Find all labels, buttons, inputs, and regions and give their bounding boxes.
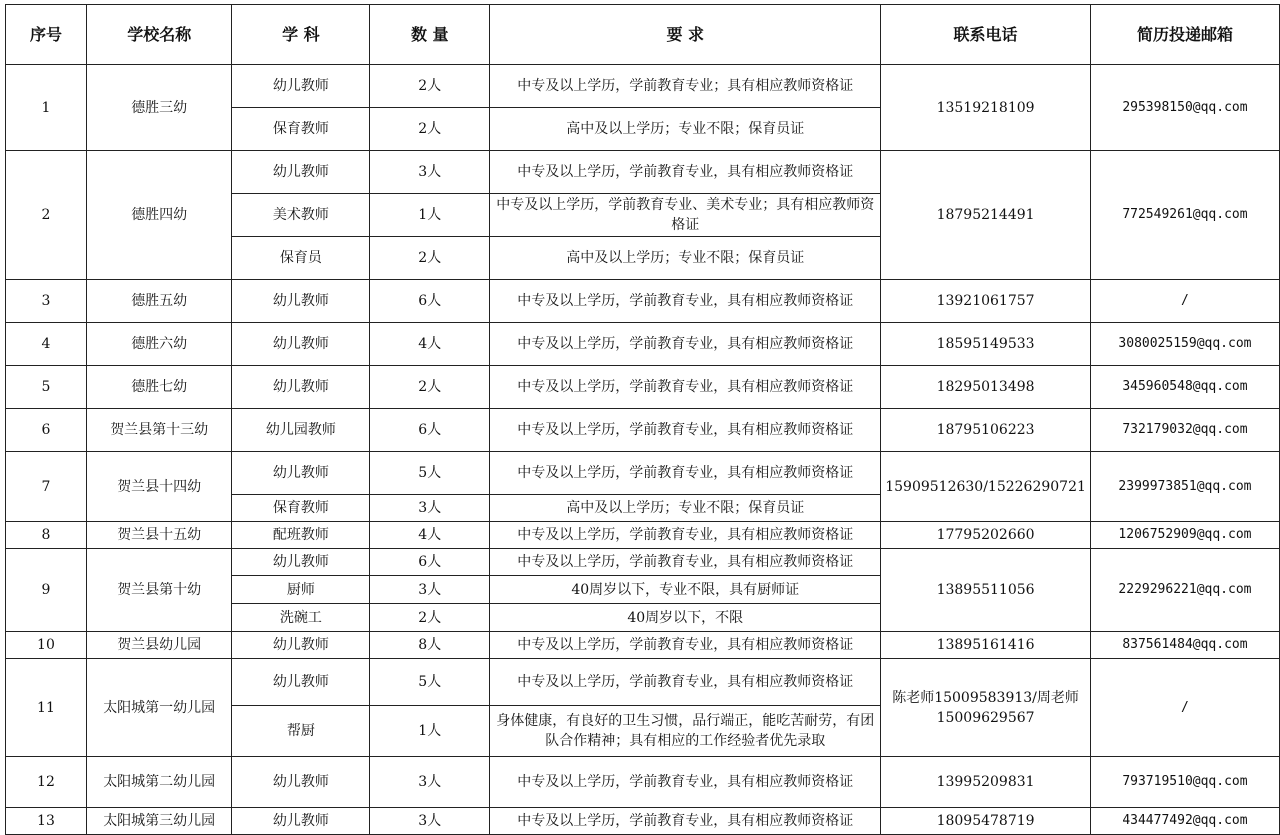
- school-name: 贺兰县十四幼: [86, 452, 232, 522]
- subject: 幼儿教师: [232, 757, 370, 808]
- quantity: 1人: [370, 706, 490, 757]
- email: 2229296221@qq.com: [1090, 549, 1279, 632]
- header-cell: 要 求: [490, 5, 881, 65]
- school-name: 德胜六幼: [86, 323, 232, 366]
- quantity: 5人: [370, 452, 490, 495]
- requirement: 40周岁以下，不限: [490, 604, 881, 632]
- subject: 配班教师: [232, 522, 370, 549]
- requirement: 中专及以上学历，学前教育专业，具有相应教师资格证: [490, 659, 881, 706]
- phone: 17795202660: [881, 522, 1091, 549]
- table-row: [6, 757, 1280, 808]
- row-number: 9: [6, 549, 87, 632]
- table-row: [6, 366, 1280, 409]
- quantity: 6人: [370, 409, 490, 452]
- quantity: 2人: [370, 366, 490, 409]
- table-row: [6, 151, 1280, 194]
- subject: 洗碗工: [232, 604, 370, 632]
- school-name: 德胜五幼: [86, 280, 232, 323]
- table-row: [6, 323, 1280, 366]
- subject: 幼儿教师: [232, 549, 370, 576]
- table-body: [6, 65, 1280, 835]
- phone: 18795214491: [881, 151, 1091, 280]
- quantity: 3人: [370, 151, 490, 194]
- header-cell: 联系电话: [881, 5, 1091, 65]
- row-number: 11: [6, 659, 87, 757]
- header-cell: 学校名称: [86, 5, 232, 65]
- email: 793719510@qq.com: [1090, 757, 1279, 808]
- school-name: 贺兰县第十幼: [86, 549, 232, 632]
- subject: 幼儿教师: [232, 452, 370, 495]
- requirement: 40周岁以下，专业不限，具有厨师证: [490, 576, 881, 604]
- row-number: 4: [6, 323, 87, 366]
- requirement: 中专及以上学历，学前教育专业；具有相应教师资格证: [490, 65, 881, 108]
- requirement: 中专及以上学历，学前教育专业，具有相应教师资格证: [490, 280, 881, 323]
- phone: 13519218109: [881, 65, 1091, 151]
- subject: 幼儿园教师: [232, 409, 370, 452]
- phone: 18095478719: [881, 808, 1091, 835]
- subject: 幼儿教师: [232, 659, 370, 706]
- subject: 幼儿教师: [232, 323, 370, 366]
- header-cell: 序号: [6, 5, 87, 65]
- phone: 13995209831: [881, 757, 1091, 808]
- subject: 幼儿教师: [232, 632, 370, 659]
- header-cell: 学 科: [232, 5, 370, 65]
- email: 3080025159@qq.com: [1090, 323, 1279, 366]
- school-name: 德胜三幼: [86, 65, 232, 151]
- requirement: 中专及以上学历，学前教育专业，具有相应教师资格证: [490, 151, 881, 194]
- subject: 保育教师: [232, 108, 370, 151]
- subject: 保育教师: [232, 495, 370, 522]
- quantity: 3人: [370, 808, 490, 835]
- quantity: 2人: [370, 237, 490, 280]
- email: /: [1090, 659, 1279, 757]
- table-row: [6, 280, 1280, 323]
- subject: 幼儿教师: [232, 366, 370, 409]
- header-cell: 数 量: [370, 5, 490, 65]
- row-number: 7: [6, 452, 87, 522]
- quantity: 2人: [370, 604, 490, 632]
- school-name: 贺兰县十五幼: [86, 522, 232, 549]
- subject: 美术教师: [232, 194, 370, 237]
- quantity: 8人: [370, 632, 490, 659]
- requirement: 身体健康，有良好的卫生习惯，品行端正，能吃苦耐劳，有团队合作精神；具有相应的工作经验者优先录取: [490, 706, 881, 757]
- row-number: 1: [6, 65, 87, 151]
- email: /: [1090, 280, 1279, 323]
- row-number: 3: [6, 280, 87, 323]
- phone: 13921061757: [881, 280, 1091, 323]
- school-name: 贺兰县幼儿园: [86, 632, 232, 659]
- quantity: 3人: [370, 757, 490, 808]
- row-number: 5: [6, 366, 87, 409]
- quantity: 2人: [370, 108, 490, 151]
- phone: 13895511056: [881, 549, 1091, 632]
- email: 1206752909@qq.com: [1090, 522, 1279, 549]
- table-row: [6, 632, 1280, 659]
- table-row: [6, 522, 1280, 549]
- table-row: [6, 409, 1280, 452]
- email: 434477492@qq.com: [1090, 808, 1279, 835]
- subject: 幼儿教师: [232, 151, 370, 194]
- requirement: 中专及以上学历，学前教育专业，具有相应教师资格证: [490, 323, 881, 366]
- header-cell: 简历投递邮箱: [1090, 5, 1279, 65]
- row-number: 10: [6, 632, 87, 659]
- subject: 厨师: [232, 576, 370, 604]
- row-number: 2: [6, 151, 87, 280]
- phone: 18595149533: [881, 323, 1091, 366]
- quantity: 6人: [370, 280, 490, 323]
- table-row: [6, 549, 1280, 576]
- quantity: 6人: [370, 549, 490, 576]
- subject: 帮厨: [232, 706, 370, 757]
- school-name: 太阳城第一幼儿园: [86, 659, 232, 757]
- recruitment-table: [5, 4, 1280, 835]
- quantity: 4人: [370, 522, 490, 549]
- subject: 幼儿教师: [232, 65, 370, 108]
- row-number: 13: [6, 808, 87, 835]
- school-name: 德胜四幼: [86, 151, 232, 280]
- row-number: 6: [6, 409, 87, 452]
- phone: 陈老师15009583913/周老师15009629567: [881, 659, 1091, 757]
- email: 732179032@qq.com: [1090, 409, 1279, 452]
- phone: 15909512630/15226290721: [881, 452, 1091, 522]
- row-number: 12: [6, 757, 87, 808]
- school-name: 太阳城第三幼儿园: [86, 808, 232, 835]
- requirement: 中专及以上学历，学前教育专业，具有相应教师资格证: [490, 549, 881, 576]
- requirement: 中专及以上学历，学前教育专业，具有相应教师资格证: [490, 757, 881, 808]
- quantity: 2人: [370, 65, 490, 108]
- school-name: 德胜七幼: [86, 366, 232, 409]
- quantity: 1人: [370, 194, 490, 237]
- phone: 18295013498: [881, 366, 1091, 409]
- requirement: 中专及以上学历，学前教育专业，具有相应教师资格证: [490, 632, 881, 659]
- subject: 幼儿教师: [232, 280, 370, 323]
- quantity: 5人: [370, 659, 490, 706]
- requirement: 中专及以上学历，学前教育专业，具有相应教师资格证: [490, 452, 881, 495]
- requirement: 高中及以上学历；专业不限；保育员证: [490, 495, 881, 522]
- subject: 幼儿教师: [232, 808, 370, 835]
- requirement: 高中及以上学历；专业不限；保育员证: [490, 237, 881, 280]
- email: 2399973851@qq.com: [1090, 452, 1279, 522]
- school-name: 贺兰县第十三幼: [86, 409, 232, 452]
- requirement: 高中及以上学历；专业不限；保育员证: [490, 108, 881, 151]
- subject: 保育员: [232, 237, 370, 280]
- email: 295398150@qq.com: [1090, 65, 1279, 151]
- email: 345960548@qq.com: [1090, 366, 1279, 409]
- phone: 13895161416: [881, 632, 1091, 659]
- phone: 18795106223: [881, 409, 1091, 452]
- school-name: 太阳城第二幼儿园: [86, 757, 232, 808]
- email: 772549261@qq.com: [1090, 151, 1279, 280]
- row-number: 8: [6, 522, 87, 549]
- table-row: [6, 659, 1280, 706]
- table-row: [6, 808, 1280, 835]
- requirement: 中专及以上学历，学前教育专业，具有相应教师资格证: [490, 409, 881, 452]
- quantity: 3人: [370, 576, 490, 604]
- quantity: 4人: [370, 323, 490, 366]
- requirement: 中专及以上学历，学前教育专业，具有相应教师资格证: [490, 366, 881, 409]
- table-row: [6, 452, 1280, 495]
- quantity: 3人: [370, 495, 490, 522]
- requirement: 中专及以上学历，学前教育专业、美术专业；具有相应教师资格证: [490, 194, 881, 237]
- requirement: 中专及以上学历，学前教育专业，具有相应教师资格证: [490, 522, 881, 549]
- header-row: [6, 5, 1280, 65]
- requirement: 中专及以上学历，学前教育专业，具有相应教师资格证: [490, 808, 881, 835]
- email: 837561484@qq.com: [1090, 632, 1279, 659]
- table-row: [6, 65, 1280, 108]
